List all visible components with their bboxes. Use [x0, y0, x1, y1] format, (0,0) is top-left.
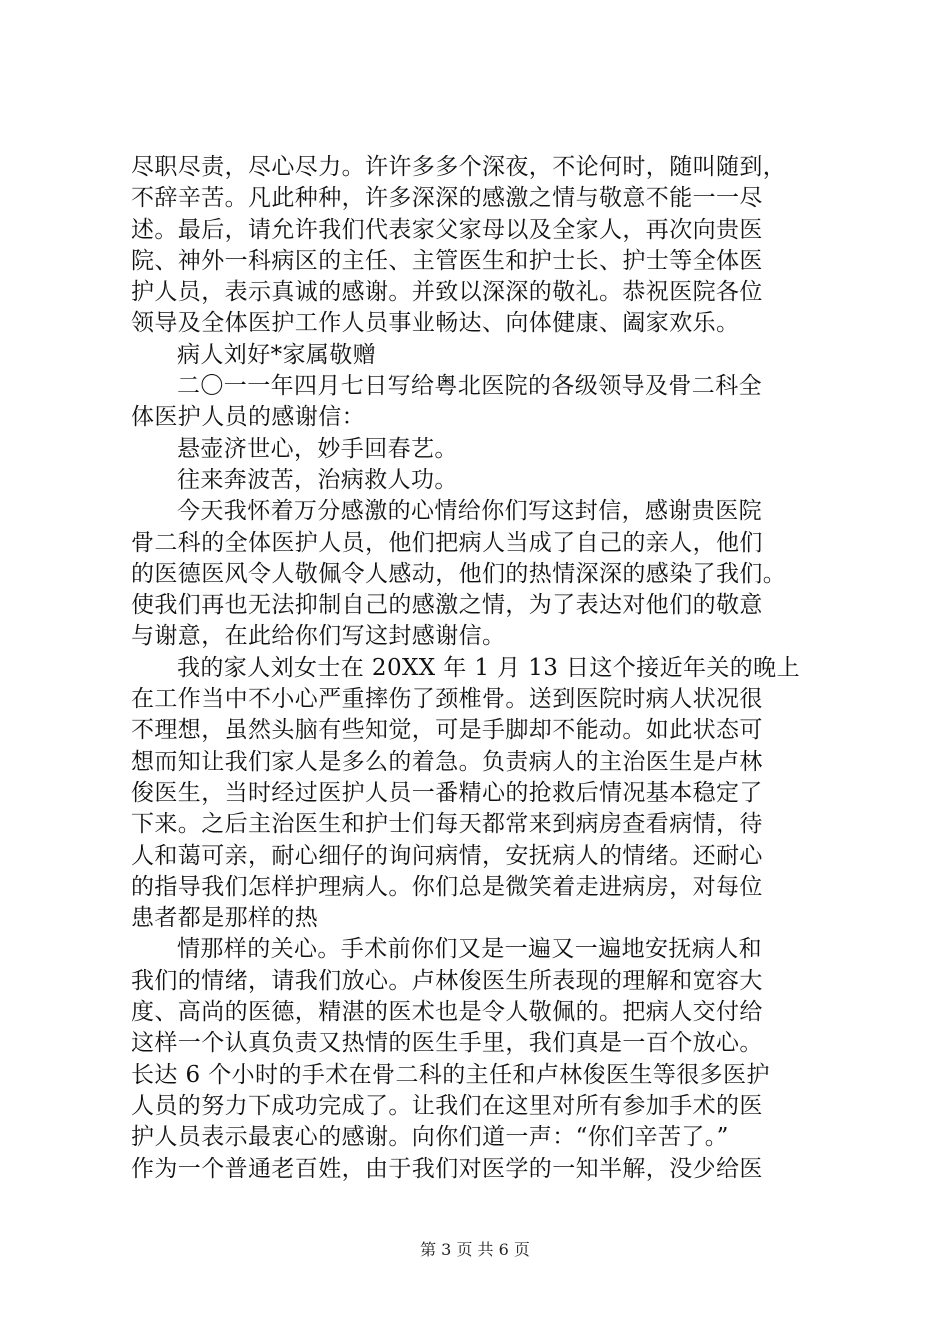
- text-line: 使我们再也无法抑制自己的感激之情，为了表达对他们的敬意: [131, 592, 763, 619]
- poem-line: 往来奔波苦，治病救人功。: [177, 466, 458, 493]
- text-line: 不理想，虽然头脑有些知觉，可是手脚却不能动。如此状态可: [131, 717, 763, 744]
- poem-line: 悬壶济世心，妙手回春艺。: [177, 435, 458, 462]
- text-line: 不辞辛苦。凡此种种，许多深深的感激之情与敬意不能一一尽: [131, 185, 763, 212]
- text-line: 骨二科的全体医护人员，他们把病人当成了自己的亲人，他们: [131, 529, 763, 556]
- text-line: 护人员表示最衷心的感谢。向你们道一声：“你们辛苦了。”: [131, 1124, 729, 1151]
- text-line: 我的家人刘女士在 20XX 年 1 月 13 日这个接近年关的晚上: [177, 654, 800, 681]
- letter-heading-line: 体医护人员的感谢信：: [131, 404, 365, 431]
- text-line: 情那样的关心。手术前你们又是一遍又一遍地安抚病人和: [177, 936, 762, 963]
- text-line: 人员的努力下成功完成了。让我们在这里对所有参加手术的医: [131, 1092, 763, 1119]
- text-line: 下来。之后主治医生和护士们每天都常来到病房查看病情，待: [131, 811, 763, 838]
- text-line: 的指导我们怎样护理病人。你们总是微笑着走进病房，对每位: [131, 873, 763, 900]
- text-line: 今天我怀着万分感激的心情给你们写这封信，感谢贵医院: [177, 498, 762, 525]
- text-line: 患者都是那样的热: [131, 905, 319, 932]
- text-line: 院、神外一科病区的主任、主管医生和护士长、护士等全体医: [131, 247, 763, 274]
- text-line: 的医德医风令人敬佩令人感动，他们的热情深深的感染了我们。: [131, 560, 787, 587]
- signature-line: 病人刘好*家属敬赠: [177, 341, 377, 368]
- text-line: 长达 6 个小时的手术在骨二科的主任和卢林俊医生等很多医护: [131, 1061, 770, 1088]
- page-number-footer: 第 3 页 共 6 页: [420, 1240, 530, 1259]
- text-line: 度、高尚的医德，精湛的医术也是令人敬佩的。把病人交付给: [131, 999, 763, 1026]
- letter-heading-line: 二〇一一年四月七日写给粤北医院的各级领导及骨二科全: [177, 373, 762, 400]
- text-line: 述。最后，请允许我们代表家父家母以及全家人，再次向贵医: [131, 216, 763, 243]
- text-line: 与谢意，在此给你们写这封感谢信。: [131, 623, 506, 650]
- text-line: 这样一个认真负责又热情的医生手里，我们真是一百个放心。: [131, 1030, 763, 1057]
- text-line: 我们的情绪，请我们放心。卢林俊医生所表现的理解和宽容大: [131, 967, 763, 994]
- text-line: 俊医生，当时经过医护人员一番精心的抢救后情况基本稳定了: [131, 779, 763, 806]
- text-line: 尽职尽责，尽心尽力。许许多多个深夜，不论何时，随叫随到，: [131, 154, 787, 180]
- text-line: 人和蔼可亲，耐心细仔的询问病情，安抚病人的情绪。还耐心: [131, 842, 763, 869]
- text-line: 作为一个普通老百姓，由于我们对医学的一知半解，没少给医: [131, 1155, 763, 1182]
- text-line: 在工作当中不小心严重摔伤了颈椎骨。送到医院时病人状况很: [131, 686, 763, 713]
- text-line: 领导及全体医护工作人员事业畅达、向体健康、阖家欢乐。: [131, 310, 740, 337]
- text-line: 想而知让我们家人是多么的着急。负责病人的主治医生是卢林: [131, 748, 763, 775]
- text-line: 护人员，表示真诚的感谢。并致以深深的敬礼。恭祝医院各位: [131, 279, 763, 306]
- document-body: [131, 152, 835, 1185]
